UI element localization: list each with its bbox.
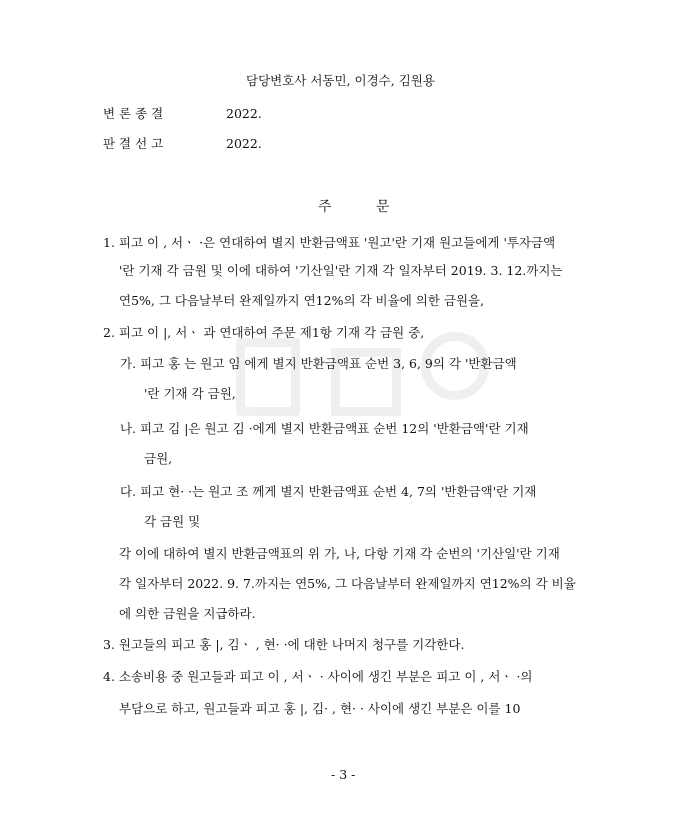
body-line: 각 일자부터 2022. 9. 7.까지는 연5%, 그 다음날부터 완제일까지 연12%의 각 비율 <box>119 576 576 591</box>
body-line: 각 금원 및 <box>144 514 201 529</box>
verdict-label: 판 결 선 고 <box>103 136 164 151</box>
body-line: 연5%, 그 다음날부터 완제일까지 연12%의 각 비율에 의한 금원을, <box>119 293 485 308</box>
body-line: 금원, <box>144 451 173 466</box>
body-line: 나. 피고 김 |은 원고 김 ·에게 별지 반환금액표 순번 12의 '반환금액'란 기재 <box>120 421 529 436</box>
verdict-date: 2022. <box>226 136 262 151</box>
body-line: 2. 피고 이 |, 서ㆍ 과 연대하여 주문 제1항 기재 각 금원 중, <box>103 325 425 340</box>
hearing-end-label: 변 론 종 결 <box>103 106 164 121</box>
body-line: 3. 원고들의 피고 홍 |, 김ㆍ , 현· ·에 대한 나머지 청구를 기각한다. <box>103 637 465 652</box>
body-line: 1. 피고 이 , 서ㆍ ·은 연대하여 별지 반환금액표 '원고'란 기재 원고들에게 '투자금액 <box>103 235 556 250</box>
body-line: 4. 소송비용 중 원고들과 피고 이 , 서ㆍ · 사이에 생긴 부분은 피고 이 , 서ㆍ ·의 <box>103 669 533 684</box>
page-number: - 3 - <box>331 767 356 782</box>
body-line: 각 이에 대하여 별지 반환금액표의 위 가, 나, 다항 기재 각 순번의 '기산일'란 기재 <box>119 546 560 561</box>
section-title: 주 문 <box>318 199 390 215</box>
hearing-end-date: 2022. <box>226 106 262 121</box>
body-line: '란 기재 각 금원, <box>144 386 236 401</box>
body-line: '란 기재 각 금원 및 이에 대하여 '기산일'란 기재 각 일자부터 2019. 3. 12.까지는 <box>119 263 563 278</box>
judges-line: 담당변호사 서동민, 이경수, 김원용 <box>246 73 435 88</box>
body-line: 에 의한 금원을 지급하라. <box>119 606 256 621</box>
body-line: 다. 피고 현· ·는 원고 조 께게 별지 반환금액표 순번 4, 7의 '반환금액'란 기재 <box>120 484 537 499</box>
body-line: 가. 피고 홍 는 원고 임 에게 별지 반환금액표 순번 3, 6, 9의 각 '반환금액 <box>120 356 517 371</box>
body-line: 부담으로 하고, 원고들과 피고 홍 |, 김· , 현· · 사이에 생긴 부분은 이를 10 <box>119 701 521 716</box>
